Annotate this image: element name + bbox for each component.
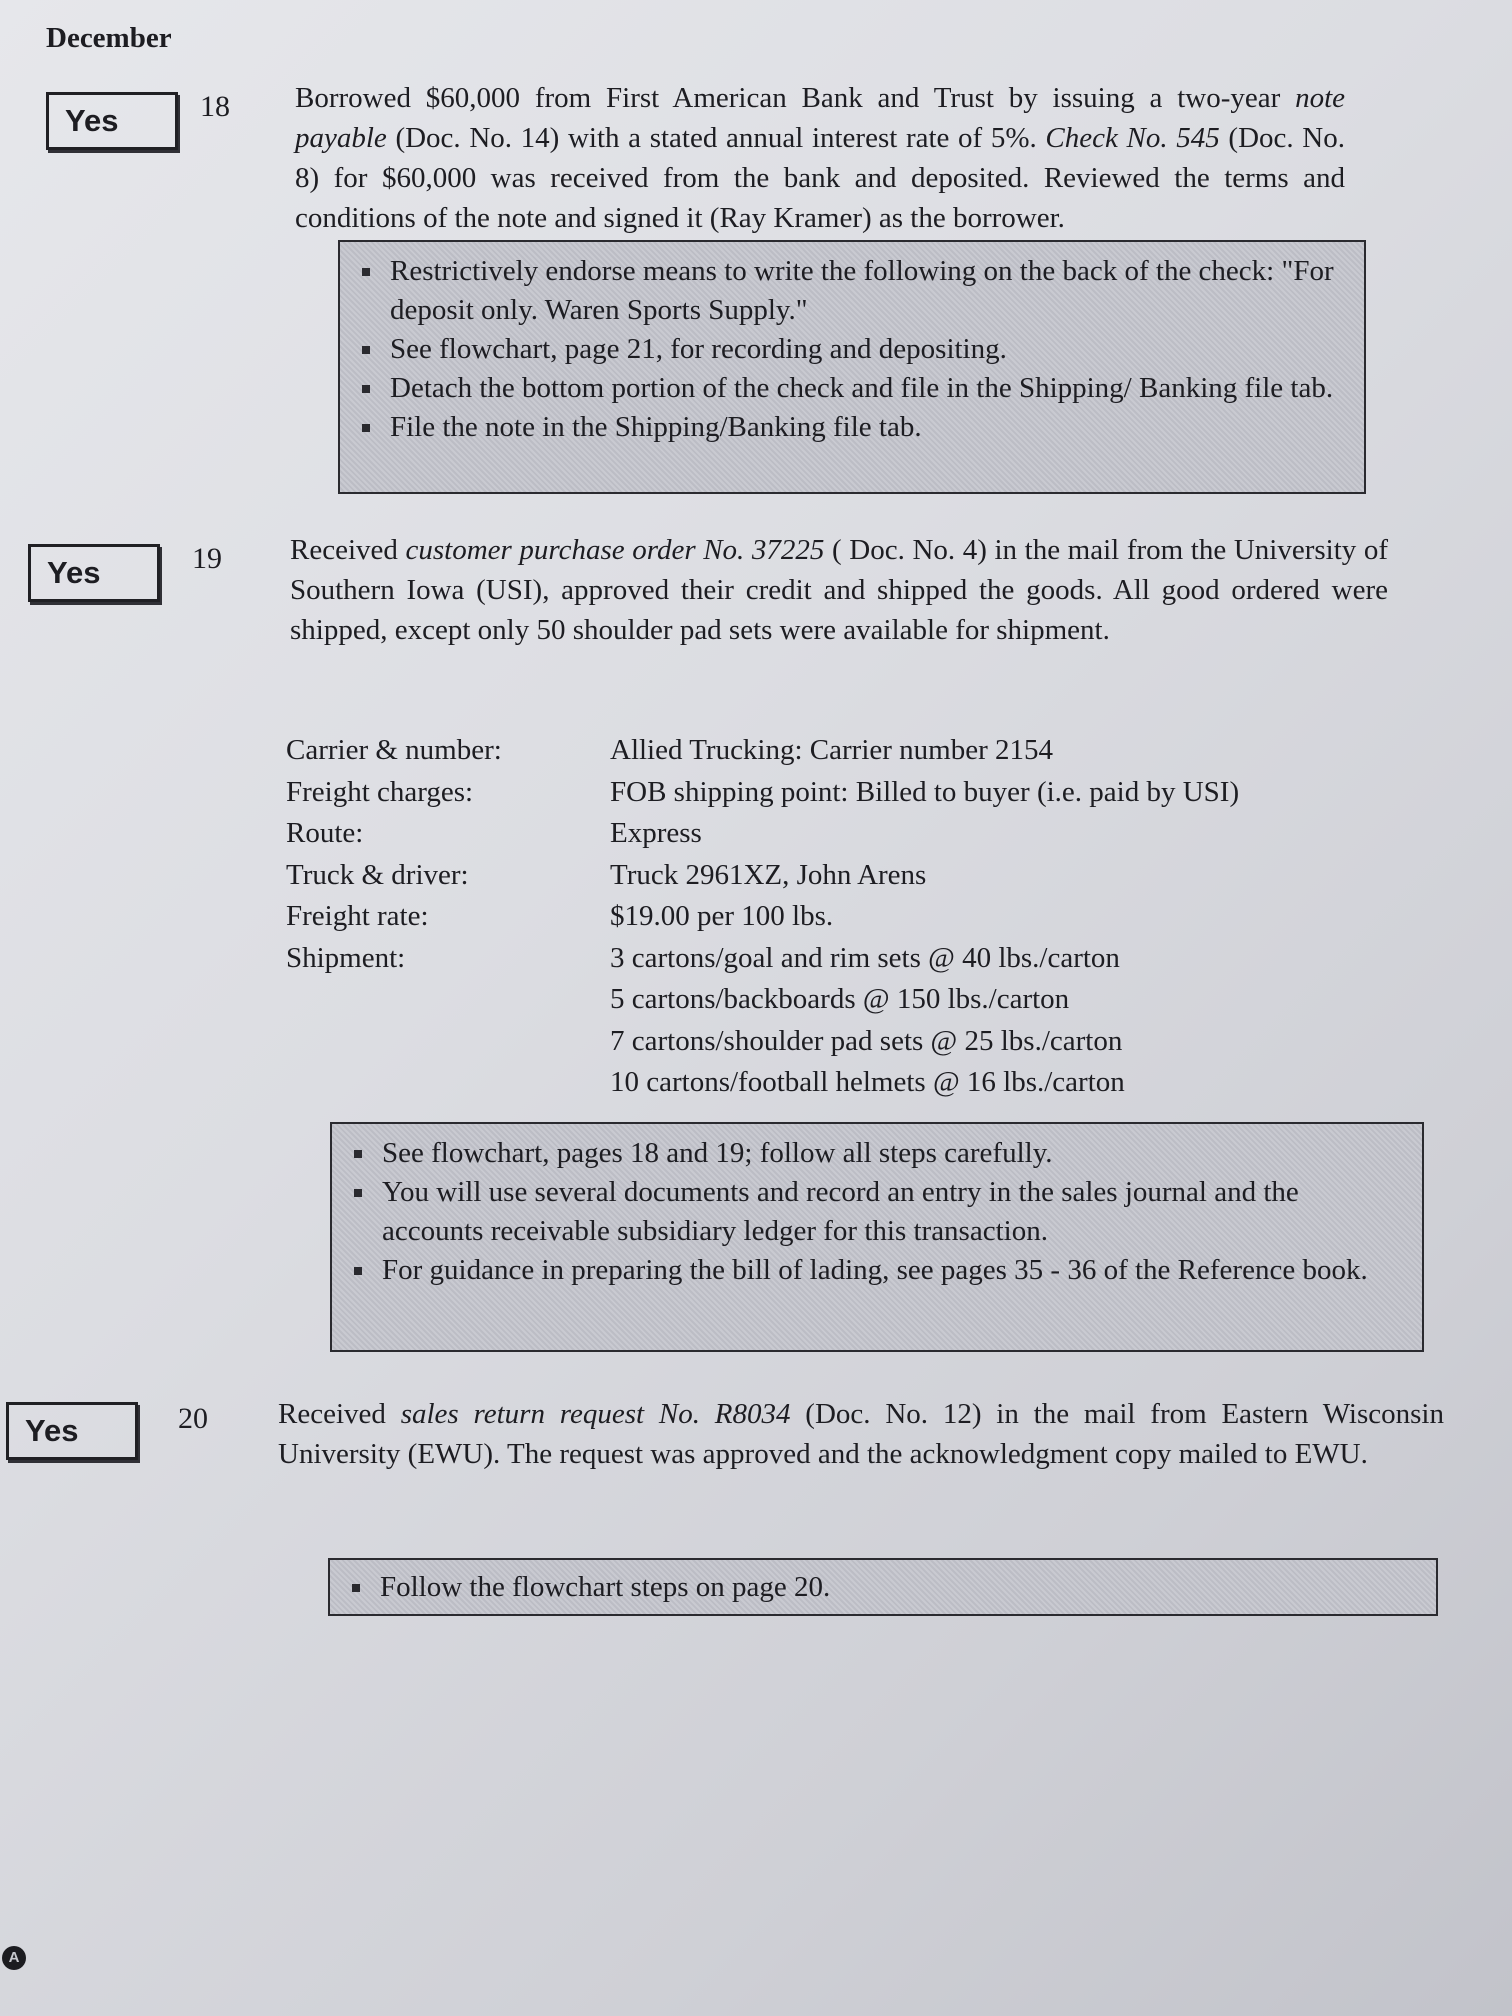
detail-row-freight-rate xyxy=(286,896,1239,938)
entry-19-text xyxy=(290,530,1388,650)
note-item: Detach the bottom portion of the check and file in the Shipping/ Banking file tab. xyxy=(356,369,1348,408)
detail-label: Truck & driver: xyxy=(286,858,469,891)
detail-value: Truck 2961XZ, John Arens xyxy=(610,858,927,891)
detail-row-carrier xyxy=(286,730,1239,772)
entry-20-text-part: (Doc. No. 12) in the mail from Eastern Wisconsin University (EWU). The request was approved and the acknowledgment copy mailed to EWU. xyxy=(278,1398,1444,1470)
note-item: See flowchart, page 21, for recording and depositing. xyxy=(356,330,1348,369)
entry-18-text xyxy=(295,78,1345,238)
detail-label: Shipment: xyxy=(286,941,406,974)
detail-row-freight-charges xyxy=(286,772,1239,814)
note-item: For guidance in preparing the bill of lading, see pages 35 - 36 of the Reference book. xyxy=(348,1251,1406,1290)
shipping-details xyxy=(286,730,1239,1104)
entry-20-text xyxy=(278,1394,1444,1474)
status-box-18: Yes xyxy=(46,92,178,150)
entry-20-return-request: sales return request No. R8034 xyxy=(400,1398,791,1430)
shipment-line: 7 cartons/shoulder pad sets @ 25 lbs./carton xyxy=(610,1024,1123,1057)
corner-mark: A xyxy=(2,1946,26,1970)
detail-label: Carrier & number: xyxy=(286,734,502,766)
day-18: 18 xyxy=(200,90,230,123)
detail-row-shipment xyxy=(286,938,1239,980)
status-box-20: Yes xyxy=(6,1402,138,1460)
detail-value: Allied Trucking: Carrier number 2154 xyxy=(610,734,1054,766)
entry-19-notes xyxy=(330,1122,1424,1352)
entry-18-text-part: (Doc. No. 8) for $60,000 was received from the bank and deposited. Reviewed the terms and conditions of the note and signed it (Ray Kramer) as the borrower. xyxy=(295,122,1345,234)
note-item: See flowchart, pages 18 and 19; follow all steps carefully. xyxy=(348,1134,1406,1173)
entry-18-notes xyxy=(338,240,1366,494)
entry-19-purchase-order: customer purchase order No. 37225 xyxy=(405,534,825,566)
note-item: Follow the flowchart steps on page 20. xyxy=(346,1568,1420,1607)
entry-18-check-ref: Check No. 545 xyxy=(1045,122,1220,154)
shipment-line: 10 cartons/football helmets @ 16 lbs./carton xyxy=(610,1066,1125,1098)
note-item: Restrictively endorse means to write the following on the back of the check: "For deposit only. Waren Sports Supply." xyxy=(356,252,1348,330)
detail-value: Express xyxy=(610,817,702,849)
page-title: December xyxy=(46,22,172,54)
shipment-line: 5 cartons/backboards @ 150 lbs./carton xyxy=(610,983,1070,1015)
detail-label: Freight rate: xyxy=(286,900,429,932)
detail-value: $19.00 per 100 lbs. xyxy=(610,900,834,932)
detail-value: FOB shipping point: Billed to buyer (i.e. paid by USI) xyxy=(610,775,1240,808)
day-19: 19 xyxy=(192,542,222,575)
entry-20-text-part: Received xyxy=(278,1398,401,1430)
note-item: You will use several documents and record an entry in the sales journal and the accounts receivable subsidiary ledger for this transaction. xyxy=(348,1173,1406,1251)
entry-18-text-part: (Doc. No. 14) with a stated annual interest rate of 5%. xyxy=(386,122,1046,154)
status-box-19: Yes xyxy=(28,544,160,602)
entry-20-notes xyxy=(328,1558,1438,1616)
day-20: 20 xyxy=(178,1402,208,1435)
shipment-line: 3 cartons/goal and rim sets @ 40 lbs./carton xyxy=(610,941,1120,974)
detail-label: Route: xyxy=(286,817,364,849)
entry-18-note-payable: note payable xyxy=(295,82,1345,154)
entry-18-text-part: Borrowed $60,000 from First American Bank and Trust by issuing a two-year xyxy=(295,82,1296,114)
detail-label: Freight charges: xyxy=(286,775,474,808)
note-item: File the note in the Shipping/Banking file tab. xyxy=(356,408,1348,447)
detail-row-route xyxy=(286,813,1239,855)
entry-19-text-part: Received xyxy=(290,534,406,566)
detail-row-truck xyxy=(286,855,1239,897)
entry-19-text-part: ( Doc. No. 4) in the mail from the University of Southern Iowa (USI), approved their credit and shipped the goods. All good ordered were shipped, except only 50 shoulder pad sets were available for shipment. xyxy=(290,534,1389,646)
